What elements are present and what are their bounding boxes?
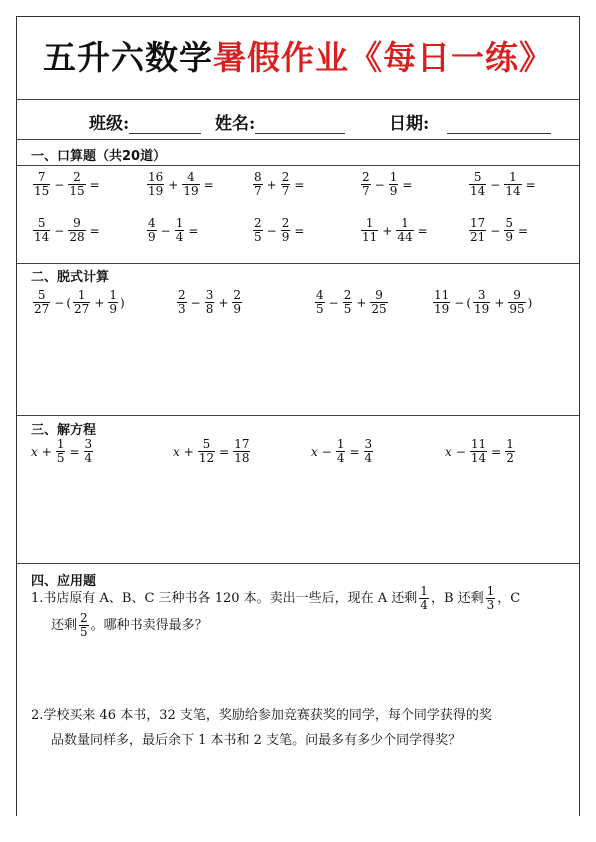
numerator: 2 [233, 288, 242, 302]
variable: x [445, 444, 452, 459]
variable: x [311, 444, 318, 459]
denominator: 7 [254, 184, 262, 198]
denominator: 3 [178, 302, 186, 316]
numerator: 2 [343, 288, 352, 302]
operator: + [183, 444, 194, 459]
numerator: 1 [486, 584, 495, 598]
denominator: 14 [470, 184, 486, 198]
p1-text-d: 还剩 [51, 617, 78, 633]
numerator: 1 [109, 288, 118, 302]
equals-sign: = [89, 223, 100, 238]
numerator: 2 [362, 170, 370, 184]
oral-problem [145, 171, 216, 198]
class-field [89, 109, 201, 134]
numerator: 4 [187, 170, 195, 184]
denominator: 15 [34, 184, 50, 198]
numerator: 3 [205, 288, 214, 302]
date-field [389, 109, 551, 134]
numerator: 2 [281, 170, 290, 184]
denominator: 3 [486, 598, 495, 612]
title-highlight: 暑假作业《每日一练》 [213, 38, 553, 77]
fraction [389, 171, 399, 198]
divider [17, 263, 579, 264]
numerator: 4 [316, 288, 324, 302]
numerator: 1 [509, 170, 517, 184]
fraction [33, 289, 50, 316]
fraction [508, 289, 525, 316]
operator: + [94, 295, 105, 310]
title-plain: 五升六数学 [43, 38, 213, 77]
fraction [361, 171, 371, 198]
numerator: 5 [37, 216, 46, 230]
denominator: 4 [175, 230, 184, 244]
equals-sign: = [294, 223, 305, 238]
fraction [253, 217, 263, 244]
oral-problem [359, 217, 430, 244]
denominator: 5 [316, 302, 324, 316]
numerator: 1 [506, 437, 514, 451]
fraction [68, 171, 85, 198]
denominator: 7 [362, 184, 370, 198]
operator: − [321, 444, 332, 459]
denominator: 5 [343, 302, 352, 316]
denominator: 14 [470, 451, 487, 465]
operator: + [494, 295, 505, 310]
numerator: 1 [389, 170, 398, 184]
numerator: 1 [401, 216, 409, 230]
fraction [315, 289, 325, 316]
equation [31, 438, 95, 465]
close-paren: ) [120, 295, 125, 310]
close-paren: ) [527, 295, 533, 310]
numerator: 1 [77, 288, 86, 302]
equals-sign: = [188, 223, 199, 238]
equals-sign: = [219, 444, 230, 459]
fraction [469, 171, 486, 198]
denominator: 27 [74, 302, 90, 316]
fraction [361, 217, 378, 244]
operator: − [266, 223, 277, 238]
operator: + [218, 295, 229, 310]
fraction [175, 217, 185, 244]
denominator: 2 [506, 451, 514, 465]
fraction [84, 438, 94, 465]
p1-fraction-a [419, 585, 429, 612]
section-title-calc: 二、脱式计算 [31, 270, 110, 285]
equals-sign: = [89, 177, 100, 192]
p1-text-b: ，B 还剩 [430, 590, 484, 606]
numerator: 11 [434, 288, 450, 302]
oral-problem [359, 171, 414, 198]
fraction [336, 438, 346, 465]
denominator: 21 [470, 230, 486, 244]
calc-problem [31, 289, 125, 316]
p1-text-e: 。哪种书卖得最多？ [90, 617, 208, 633]
equals-sign: = [402, 177, 413, 192]
fraction [281, 171, 291, 198]
calc-problem [431, 289, 532, 316]
denominator: 14 [505, 184, 521, 198]
p1-fraction-b [486, 585, 496, 612]
open-paren: ( [66, 295, 72, 310]
denominator: 9 [389, 184, 398, 198]
equals-sign: = [349, 444, 360, 459]
divider [17, 563, 579, 564]
numerator: 2 [178, 288, 186, 302]
denominator: 19 [434, 302, 450, 316]
variable: x [31, 444, 38, 459]
oral-problem [145, 217, 200, 244]
equals-sign: = [294, 177, 305, 192]
operator: − [454, 295, 465, 310]
denominator: 8 [205, 302, 214, 316]
fraction [281, 217, 291, 244]
denominator: 4 [420, 598, 428, 612]
denominator: 25 [371, 302, 387, 316]
class-label: 班级: [89, 114, 130, 134]
divider [17, 99, 579, 100]
numerator: 5 [37, 288, 46, 302]
operator: + [41, 444, 52, 459]
name-label: 姓名: [215, 114, 256, 134]
fraction [364, 438, 374, 465]
operator: − [328, 295, 339, 310]
calc-problem [175, 289, 244, 316]
numerator: 9 [73, 216, 81, 230]
operator: + [356, 295, 367, 310]
denominator: 18 [234, 451, 250, 465]
fraction [56, 438, 66, 465]
numerator: 11 [470, 437, 487, 451]
operator: − [490, 223, 501, 238]
numerator: 5 [473, 170, 482, 184]
fraction [473, 289, 490, 316]
problem-1-line-2 [31, 612, 571, 639]
fraction [205, 289, 215, 316]
open-paren: ( [466, 295, 472, 310]
numerator: 3 [477, 288, 486, 302]
operator: − [54, 295, 65, 310]
denominator: 27 [34, 302, 50, 316]
fraction [370, 289, 387, 316]
numerator: 5 [505, 216, 513, 230]
equation [173, 438, 252, 465]
fraction [108, 289, 118, 316]
numerator: 1 [56, 437, 65, 451]
numerator: 2 [281, 216, 290, 230]
word-problem-1 [31, 585, 571, 639]
numerator: 4 [148, 216, 156, 230]
numerator: 8 [254, 170, 262, 184]
name-blank[interactable] [255, 117, 345, 134]
numerator: 1 [336, 437, 345, 451]
date-blank[interactable] [447, 117, 551, 134]
oral-problem [31, 217, 102, 244]
numerator: 7 [37, 170, 46, 184]
section-title-equations: 三、解方程 [31, 423, 97, 438]
numerator: 16 [148, 170, 164, 184]
fraction [182, 171, 199, 198]
class-blank[interactable] [129, 117, 201, 134]
denominator: 4 [336, 451, 345, 465]
numerator: 3 [364, 437, 373, 451]
operator: − [374, 177, 385, 192]
equals-sign: = [417, 223, 428, 238]
denominator: 11 [362, 230, 378, 244]
oral-problem [251, 217, 306, 244]
denominator: 44 [397, 230, 413, 244]
fraction [396, 217, 413, 244]
fraction [505, 438, 515, 465]
numerator: 1 [365, 216, 374, 230]
equation [311, 438, 375, 465]
equals-sign: = [525, 177, 536, 192]
divider [17, 139, 579, 140]
numerator: 1 [420, 584, 428, 598]
denominator: 9 [109, 302, 118, 316]
numerator: 17 [234, 437, 250, 451]
denominator: 5 [254, 230, 262, 244]
denominator: 95 [509, 302, 525, 316]
variable: x [173, 444, 180, 459]
operator: − [54, 223, 65, 238]
oral-problem [467, 217, 530, 244]
fraction [504, 171, 521, 198]
fraction [469, 217, 486, 244]
denominator: 28 [69, 230, 85, 244]
oral-problem [251, 171, 306, 198]
oral-problem [467, 171, 538, 198]
denominator: 9 [233, 302, 242, 316]
fraction [33, 171, 50, 198]
denominator: 12 [198, 451, 215, 465]
numerator: 3 [84, 437, 93, 451]
section-title-word: 四、应用题 [31, 574, 97, 589]
operator: − [455, 444, 466, 459]
denominator: 19 [183, 184, 199, 198]
fraction [147, 171, 164, 198]
denominator: 5 [56, 451, 65, 465]
denominator: 15 [69, 184, 85, 198]
equals-sign: = [517, 223, 529, 238]
operator: + [382, 223, 393, 238]
fraction [232, 289, 242, 316]
fraction [68, 217, 85, 244]
name-field [215, 109, 345, 134]
operator: + [266, 177, 277, 192]
problem-1-line-1 [31, 585, 571, 612]
fraction [343, 289, 353, 316]
fraction [198, 438, 215, 465]
denominator: 9 [148, 230, 156, 244]
numerator: 9 [513, 288, 521, 302]
word-problem-2 [31, 705, 571, 752]
fraction [73, 289, 90, 316]
equals-sign: = [69, 444, 80, 459]
numerator: 1 [175, 216, 184, 230]
equals-sign: = [491, 444, 502, 459]
fraction [233, 438, 250, 465]
p1-fraction-c [79, 612, 89, 639]
operator: − [160, 223, 171, 238]
fraction [147, 217, 157, 244]
fraction [433, 289, 450, 316]
denominator: 14 [34, 230, 50, 244]
p1-text-a: 1.书店原有 A、B、C 三种书各 120 本。卖出一些后，现在 A 还剩 [31, 590, 418, 606]
equation [445, 438, 517, 465]
equals-sign: = [203, 177, 214, 192]
operator: − [190, 295, 201, 310]
numerator: 17 [470, 216, 486, 230]
operator: − [54, 177, 65, 192]
worksheet [16, 16, 580, 816]
worksheet-title [17, 17, 579, 99]
denominator: 5 [80, 625, 88, 639]
fraction [177, 289, 187, 316]
denominator: 19 [474, 302, 490, 316]
denominator: 9 [505, 230, 513, 244]
denominator: 19 [148, 184, 164, 198]
fraction [504, 217, 514, 244]
calc-problem [313, 289, 390, 316]
fraction [470, 438, 487, 465]
operator: + [168, 177, 179, 192]
date-label: 日期: [389, 114, 430, 134]
operator: − [490, 177, 501, 192]
divider [17, 415, 579, 416]
problem-2-line-2: 品数量同样多，最后余下 1 本书和 2 支笔。问最多有多少个同学得奖？ [51, 733, 462, 748]
section-title-oral: 一、口算题（共20道） [31, 149, 167, 164]
denominator: 4 [84, 451, 93, 465]
denominator: 7 [281, 184, 290, 198]
numerator: 2 [80, 611, 88, 625]
divider [17, 165, 579, 166]
denominator: 4 [364, 451, 373, 465]
numerator: 2 [254, 216, 262, 230]
denominator: 9 [281, 230, 290, 244]
fraction [33, 217, 50, 244]
numerator: 9 [375, 288, 383, 302]
fraction [253, 171, 263, 198]
p1-text-c: ，C [497, 590, 521, 606]
numerator: 5 [202, 437, 211, 451]
problem-2-line-1: 2.学校买来 46 本书，32 支笔，奖励给参加竞赛获奖的同学，每个同学获得的奖 [31, 708, 492, 723]
numerator: 2 [73, 170, 81, 184]
oral-problem [31, 171, 102, 198]
